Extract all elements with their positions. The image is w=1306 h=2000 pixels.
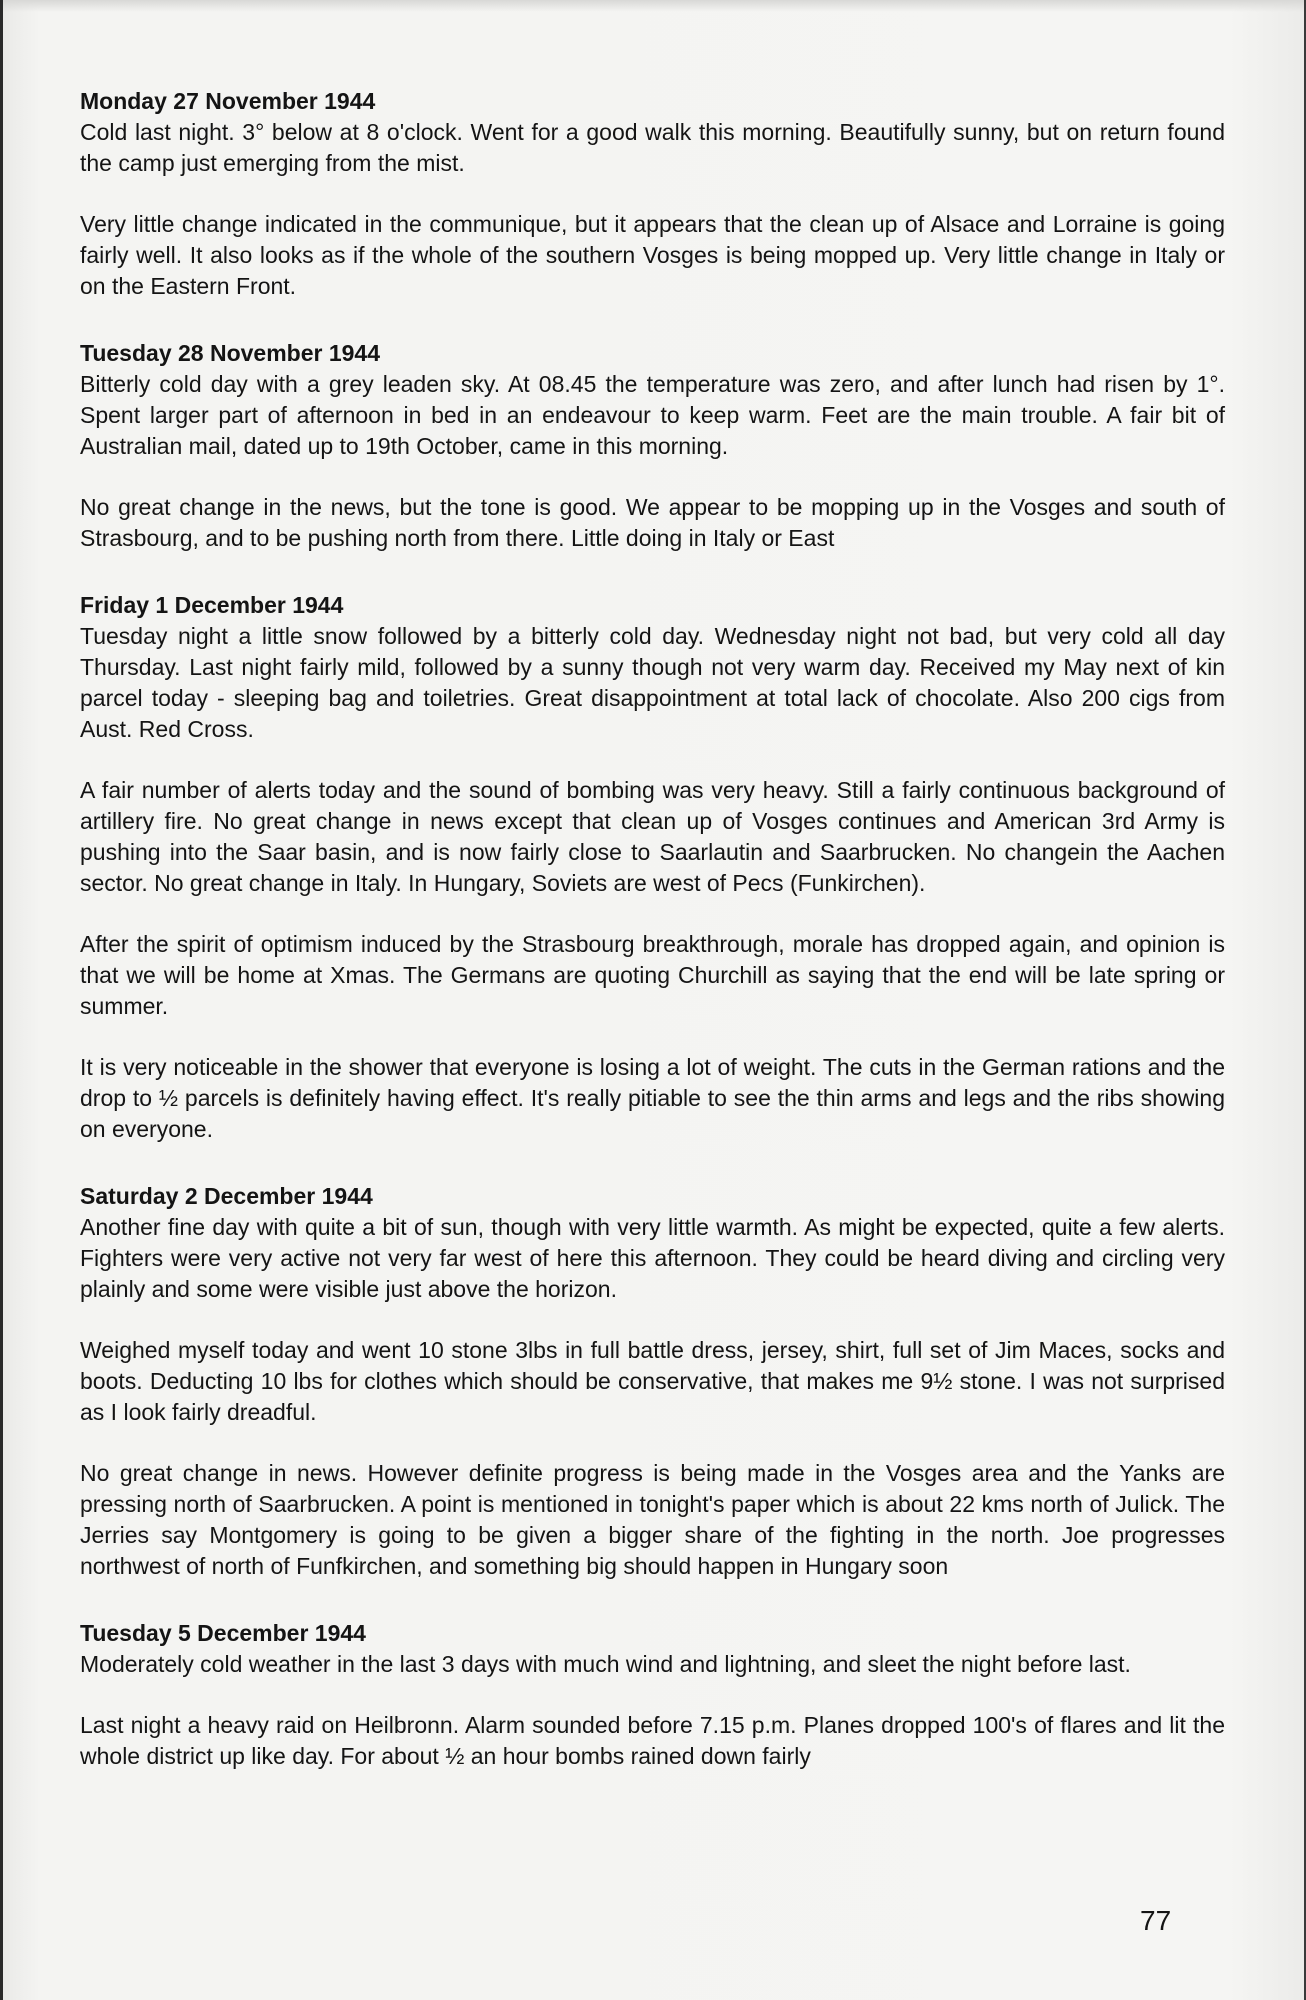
entry-date: Tuesday 28 November 1944 xyxy=(80,340,381,366)
diary-content xyxy=(80,86,1225,1808)
entry-paragraph: Bitterly cold day with a grey leaden sky. At 08.45 the temperature was zero, and after lunch had risen by 1°. Spent larger part of afternoon in bed in an endeavour to keep warm. Feet are the main trouble. A fair bit of Australian mail, dated up to 19th October, came in this morning. xyxy=(80,371,1225,459)
diary-entry xyxy=(80,590,1225,1145)
page-number: 77 xyxy=(1140,1905,1172,1936)
entry-paragraph: No great change in the news, but the tone is good. We appear to be mopping up in the Vosges and south of Strasbourg, and to be pushing north from there. Little doing in Italy or East xyxy=(80,494,1225,551)
entry-date: Monday 27 November 1944 xyxy=(80,88,376,114)
entry-date: Tuesday 5 December 1944 xyxy=(80,1620,366,1646)
entry-paragraph: Moderately cold weather in the last 3 days with much wind and lightning, and sleet the night before last. xyxy=(80,1651,1131,1677)
entry-paragraph: A fair number of alerts today and the sound of bombing was very heavy. Still a fairly continuous background of artillery fire. No great change in news except that clean up of Vosges continues and American 3rd Army is pushing into the Saar basin, and is now fairly close to Saarlautin and Saarbrucken. No changein the Aachen sector. No great change in Italy. In Hungary, Soviets are west of Pecs (Funkirchen). xyxy=(80,777,1225,896)
entry-paragraph: Last night a heavy raid on Heilbronn. Alarm sounded before 7.15 p.m. Planes dropped 100's of flares and lit the whole district up like day. For about ½ an hour bombs rained down fairly xyxy=(80,1712,1225,1769)
entry-date: Saturday 2 December 1944 xyxy=(80,1183,373,1209)
diary-entry xyxy=(80,1618,1225,1772)
page-left-edge xyxy=(0,0,3,2000)
page-top-shadow xyxy=(0,0,1306,12)
entry-paragraph: Another fine day with quite a bit of sun, though with very little warmth. As might be expected, quite a few alerts. Fighters were very active not very far west of here this afternoon. They could be heard diving and circling very plainly and some were visible just above the horizon. xyxy=(80,1214,1225,1302)
diary-entry xyxy=(80,338,1225,554)
entry-paragraph: Very little change indicated in the communique, but it appears that the clean up of Alsace and Lorraine is going fairly well. It also looks as if the whole of the southern Vosges is being mopped up. Very little change in Italy or on the Eastern Front. xyxy=(80,211,1225,299)
entry-paragraph: It is very noticeable in the shower that everyone is losing a lot of weight. The cuts in the German rations and the drop to ½ parcels is definitely having effect. It's really pitiable to see the thin arms and legs and the ribs showing on everyone. xyxy=(80,1054,1225,1142)
entry-paragraph: No great change in news. However definite progress is being made in the Vosges area and the Yanks are pressing north of Saarbrucken. A point is mentioned in tonight's paper which is about 22 kms north of Julick. The Jerries say Montgomery is going to be given a bigger share of the fighting in the north. Joe progresses northwest of north of Funfkirchen, and something big should happen in Hungary soon xyxy=(80,1460,1225,1579)
entry-paragraph: Tuesday night a little snow followed by a bitterly cold day. Wednesday night not bad, but very cold all day Thursday. Last night fairly mild, followed by a sunny though not very warm day. Received my May next of kin parcel today - sleeping bag and toiletries. Great disappointment at total lack of chocolate. Also 200 cigs from Aust. Red Cross. xyxy=(80,623,1225,742)
diary-entry xyxy=(80,86,1225,302)
entry-date: Friday 1 December 1944 xyxy=(80,592,344,618)
entry-paragraph: Weighed myself today and went 10 stone 3lbs in full battle dress, jersey, shirt, full set of Jim Maces, socks and boots. Deducting 10 lbs for clothes which should be conservative, that makes me 9½ stone. I was not surprised as I look fairly dreadful. xyxy=(80,1337,1225,1425)
entry-paragraph: Cold last night. 3° below at 8 o'clock. Went for a good walk this morning. Beautifully sunny, but on return found the camp just emerging from the mist. xyxy=(80,119,1225,176)
diary-entry xyxy=(80,1181,1225,1582)
entry-paragraph: After the spirit of optimism induced by the Strasbourg breakthrough, morale has dropped again, and opinion is that we will be home at Xmas. The Germans are quoting Churchill as saying that the end will be late spring or summer. xyxy=(80,931,1225,1019)
